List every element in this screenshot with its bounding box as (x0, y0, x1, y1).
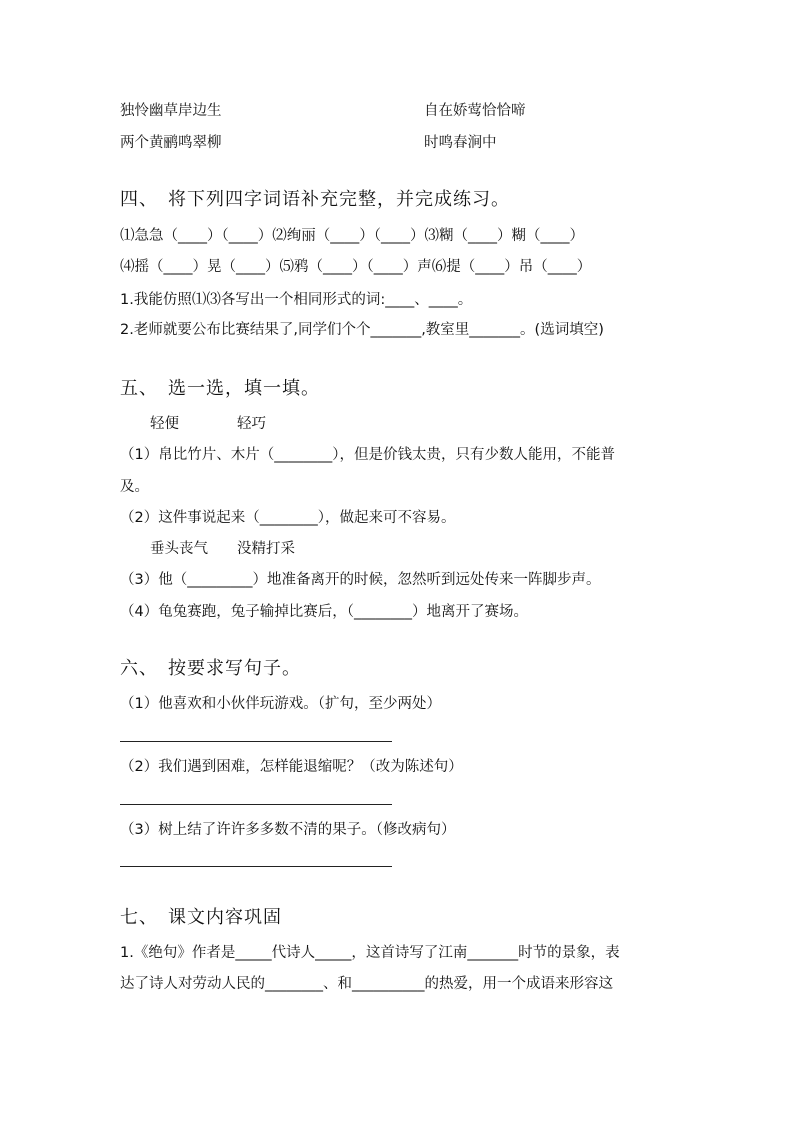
answer-line-3 (120, 866, 392, 867)
section-5-word-choices-2: 垂头丧气 没精打采 (150, 541, 295, 557)
section-7-question-1b: 达了诗人对劳动人民的________、和__________的热爱，用一个成语来形容这 (120, 976, 613, 992)
section-6-question-3: （3）树上结了许许多多数不清的果子。（修改病句） (120, 822, 456, 838)
answer-line-1 (120, 741, 392, 742)
section-6-question-1: （1）他喜欢和小伙伴玩游戏。（扩句，至少两处） (120, 696, 441, 712)
section-5-sentence-1a: （1）帛比竹片、木片（________），但是价钱太贵，只有少数人能用，不能普 (120, 447, 615, 463)
section-4-row-2: ⑷摇（____）晃（____）⑸鸦（____）（____）声⑹提（____）吊（____） (120, 259, 592, 275)
section-5-word-choices-1: 轻便 轻巧 (150, 416, 266, 432)
section-4-question-1: 1.我能仿照⑴⑶各写出一个相同形式的词:____、____。 (120, 292, 473, 308)
poem-pair-1-right: 自在娇莺恰恰啼 (424, 103, 526, 119)
section-5-sentence-2: （2）这件事说起来（________），做起来可不容易。 (120, 510, 456, 526)
poem-pair-2-left: 两个黄鹂鸣翠柳 (120, 135, 222, 151)
section-6-heading: 六、 按要求写句子。 (120, 658, 301, 679)
section-4-heading: 四、 将下列四字词语补充完整，并完成练习。 (120, 189, 510, 210)
section-5-sentence-3: （3）他（_________）地准备离开的时候，忽然听到远处传来一阵脚步声。 (120, 572, 601, 588)
section-7-heading: 七、 课文内容巩固 (120, 907, 282, 928)
answer-line-2 (120, 804, 392, 805)
section-5-sentence-1b: 及。 (120, 479, 149, 495)
section-5-heading: 五、 选一选，填一填。 (120, 378, 320, 399)
poem-pair-1-left: 独怜幽草岸边生 (120, 103, 222, 119)
poem-pair-2-right: 时鸣春涧中 (424, 135, 497, 151)
section-6-question-2: （2）我们遇到困难，怎样能退缩呢？（改为陈述句） (120, 759, 463, 775)
section-7-question-1a: 1.《绝句》作者是_____代诗人_____，这首诗写了江南_______时节的景象，表 (120, 945, 620, 961)
section-4-question-2: 2.老师就要公布比赛结果了,同学们个个_______,教室里_______。(选词填空) (120, 322, 604, 338)
section-4-row-1: ⑴急急（____）（____）⑵绚丽（____）（____）⑶糊（____）糊（____） (120, 228, 584, 244)
section-5-sentence-4: （4）龟兔赛跑，兔子输掉比赛后，（________）地离开了赛场。 (120, 604, 528, 620)
